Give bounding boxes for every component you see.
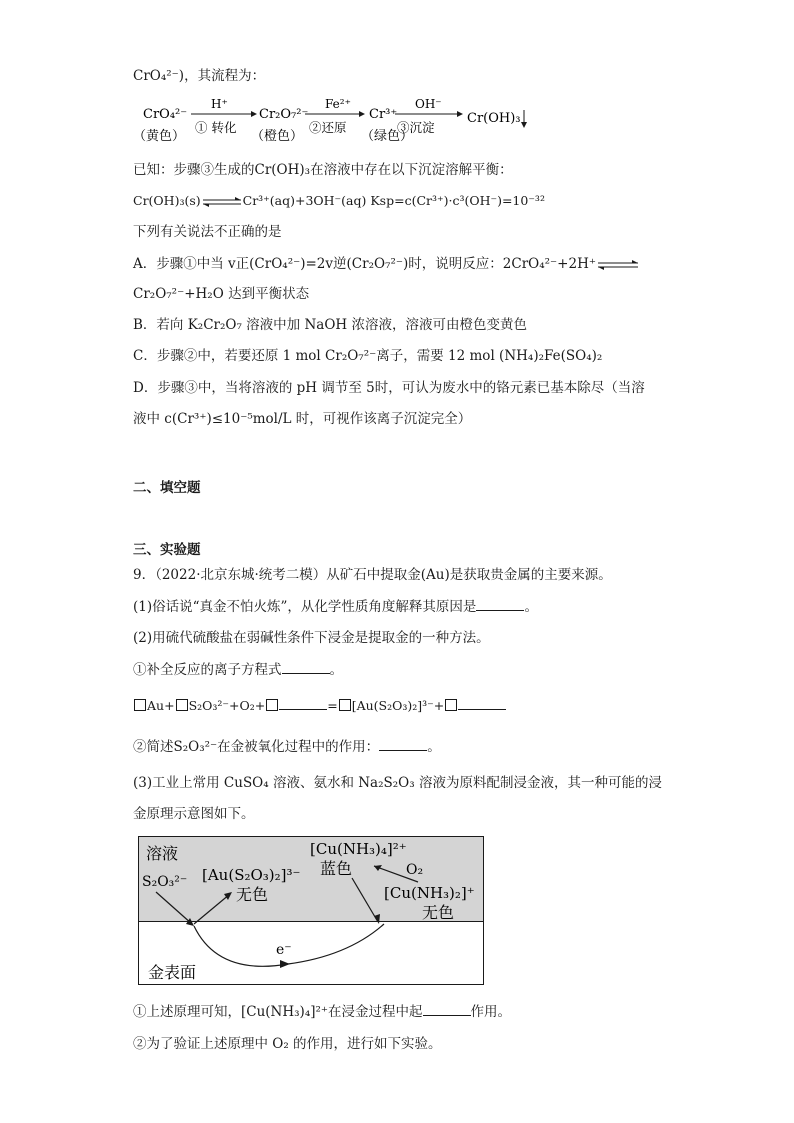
label-blue: 蓝色	[320, 859, 353, 878]
eq-blank-1[interactable]	[279, 696, 327, 710]
flow-cro4-color: （黄色）	[133, 129, 186, 144]
q9-part3a	[133, 1002, 511, 1022]
known-text: 已知：步骤③生成的Cr(OH)₃在溶液中存在以下沉淀溶解平衡：	[133, 162, 513, 178]
label-au-complex: [Au(S₂O₃)₂]³⁻	[202, 866, 301, 884]
answer-blank-4[interactable]	[423, 1002, 471, 1016]
option-a-text: A．步骤①中当 v正(CrO₄²⁻)=2v逆(Cr₂O₇²⁻)时，说明反应：2CrO₄²⁻+2H⁺	[133, 256, 596, 272]
label-cu-nh3-4: [Cu(NH₃)₄]²⁺	[310, 840, 407, 858]
flow-arrow3-top: OH⁻	[415, 97, 442, 111]
ionic-equation	[133, 696, 506, 716]
flow-cr3: Cr³⁺	[369, 107, 398, 122]
label-electron: e⁻	[276, 942, 292, 958]
eq-blank-2[interactable]	[458, 696, 506, 710]
flow-cr2o7-color: （橙色）	[251, 129, 304, 144]
option-d[interactable]: D．步骤③中，当将溶液的 pH 调节至 5时，可认为废水中的铬元素已基本除尽（当溶	[133, 380, 645, 396]
q9-part2a	[133, 660, 343, 680]
flow-cro4: CrO₄²⁻	[143, 107, 188, 122]
label-s2o3: S₂O₃²⁻	[142, 874, 188, 890]
q9-part3a-text: ①上述原理可知，[Cu(NH₃)₄]²⁺在浸金过程中起	[133, 1004, 423, 1020]
flow-arrow1-bottom: ① 转化	[195, 120, 237, 135]
eq-left: Cr(OH)₃(s)	[133, 193, 201, 208]
flow-cr2o7: Cr₂O₇²⁻	[259, 107, 309, 122]
coef-box-1[interactable]	[134, 699, 146, 711]
equilibrium-arrow-icon	[201, 196, 243, 208]
q9-part1-text: (1)俗话说“真金不怕火炼”，从化学性质角度解释其原因是	[133, 599, 477, 615]
label-gold-surface: 金表面	[148, 963, 197, 982]
option-b[interactable]: B．若向 K₂Cr₂O₇ 溶液中加 NaOH 浓溶液，溶液可由橙色变黄色	[133, 317, 527, 333]
flow-arrow2-bottom: ②还原	[309, 120, 347, 135]
eq-au-complex: [Au(S₂O₃)₂]³⁻+	[351, 698, 445, 713]
flow-croh3: Cr(OH)₃	[467, 111, 521, 126]
eq-equals: =	[327, 698, 338, 713]
q9-part3a-end: 作用。	[470, 1004, 512, 1020]
coef-box-5[interactable]	[445, 699, 457, 711]
label-colorless-2: 无色	[422, 903, 455, 922]
q9-part3: (3)工业上常用 CuSO₄ 溶液、氨水和 Na₂S₂O₃ 溶液为原料配制浸金液，其一种可能的浸	[133, 775, 662, 791]
answer-blank-2[interactable]	[282, 660, 330, 674]
answer-blank-1[interactable]	[476, 597, 524, 611]
q9-stem: 9．（2022·北京东城·统考二模）从矿石中提取金(Au)是获取贵金属的主要来源。	[133, 567, 612, 583]
q9-part2b-end: 。	[427, 739, 441, 755]
q9-part1-end: 。	[524, 599, 538, 615]
section-experiment: 三、实验题	[133, 542, 201, 558]
q9-part2a-text: ①补全反应的离子方程式	[133, 662, 282, 678]
q9-part2a-end: 。	[329, 662, 343, 678]
option-c[interactable]: C．步骤②中，若要还原 1 mol Cr₂O₇²⁻离子，需要 12 mol (NH₄)₂Fe(SO₄)₂	[133, 348, 603, 364]
option-a[interactable]	[133, 254, 640, 274]
coef-box-3[interactable]	[266, 699, 278, 711]
q9-part2: (2)用硫代硫酸盐在弱碱性条件下浸金是提取金的一种方法。	[133, 630, 490, 646]
q9-part3b: ②为了验证上述原理中 O₂ 的作用，进行如下实验。	[133, 1036, 442, 1052]
flow-arrow1-top: H⁺	[211, 97, 228, 111]
leaching-principle-diagram	[138, 836, 484, 986]
label-o2: O₂	[406, 862, 424, 878]
intro-tail: CrO₄²⁻)，其流程为：	[133, 68, 266, 84]
coef-box-2[interactable]	[176, 699, 188, 711]
answer-blank-3[interactable]	[379, 737, 427, 751]
q9-part2b	[133, 737, 441, 757]
eq-s2o3-o2: S₂O₃²⁻+O₂+	[188, 698, 266, 713]
option-a-cont: Cr₂O₇²⁻+H₂O 达到平衡状态	[133, 286, 310, 302]
coef-box-4[interactable]	[339, 699, 351, 711]
label-colorless-1: 无色	[236, 885, 269, 904]
flow-cr3-color: （绿色）	[361, 129, 414, 144]
flow-arrow2-top: Fe²⁺	[325, 97, 351, 111]
label-solution: 溶液	[146, 844, 179, 863]
question-stem: 下列有关说法不正确的是	[133, 224, 282, 240]
solubility-equilibrium	[133, 191, 545, 211]
q9-part1	[133, 597, 538, 617]
flow-arrow3-bottom: ③沉淀	[397, 120, 435, 135]
eq-right: Cr³⁺(aq)+3OH⁻(aq) Ksp=c(Cr³⁺)·c³(OH⁻)=10⁻³²	[242, 193, 545, 208]
conversion-flow-diagram	[133, 94, 553, 154]
q9-part3-cont: 金原理示意图如下。	[133, 806, 255, 822]
eq-au: Au+	[147, 698, 175, 713]
label-cu-nh3-2: [Cu(NH₃)₂]⁺	[384, 884, 475, 902]
equilibrium-arrow-icon	[596, 259, 640, 271]
q9-part2b-text: ②简述S₂O₃²⁻在金被氧化过程中的作用：	[133, 739, 380, 755]
section-fill-blank: 二、填空题	[133, 480, 201, 496]
option-d-cont: 液中 c(Cr³⁺)≤10⁻⁵mol/L 时，可视作该离子沉淀完全）	[133, 411, 472, 427]
